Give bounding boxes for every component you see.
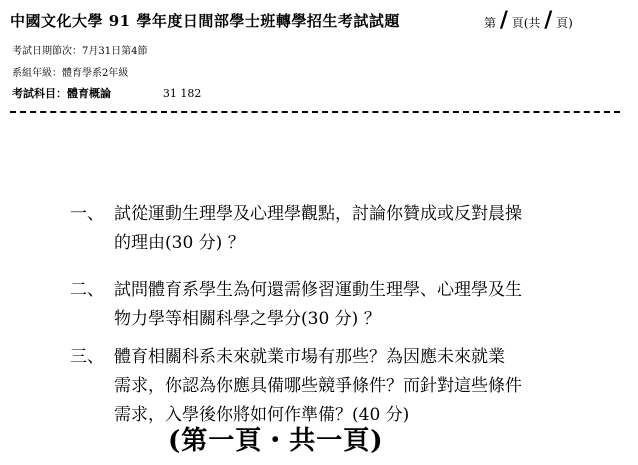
page-footer: (第一頁・共一頁) bbox=[168, 426, 384, 456]
page-indicator-suffix: 頁) bbox=[556, 16, 573, 30]
subject-code: 31 182 bbox=[162, 87, 202, 100]
question-text-line: 物力學等相關科學之學分(30 分) ？ bbox=[114, 309, 381, 329]
question-2 bbox=[70, 276, 522, 334]
page-total: / bbox=[544, 8, 553, 33]
header-divider bbox=[10, 111, 620, 113]
subject-label: 考試科目：體育概論 bbox=[12, 87, 111, 100]
question-number: 一、 bbox=[70, 204, 104, 224]
page-indicator bbox=[484, 8, 573, 33]
question-text-line: 需求，你認為你應具備哪些競爭條件？而針對這些條件 bbox=[114, 376, 522, 396]
exam-title: 中國文化大學 91 學年度日間部學士班轉學招生考試試題 bbox=[10, 12, 400, 30]
question-number: 二、 bbox=[70, 280, 104, 300]
page-indicator-mid: 頁(共 bbox=[511, 16, 541, 30]
question-3 bbox=[70, 343, 522, 430]
question-text-line: 體育相關科系未來就業市場有那些？為因應未來就業 bbox=[114, 347, 505, 367]
department-grade: 系組年級：體育學系2年級 bbox=[12, 68, 129, 79]
exam-subject bbox=[12, 85, 201, 101]
question-number: 三、 bbox=[70, 347, 104, 367]
question-text-line: 需求，入學後你將如何作準備？(40 分) bbox=[114, 405, 410, 425]
question-1 bbox=[70, 200, 522, 258]
exam-time: 考試日期節次：7月31日第4節 bbox=[12, 46, 148, 57]
question-text-line: 試從運動生理學及心理學觀點，討論你贊成或反對晨操 bbox=[114, 204, 522, 224]
page-number: / bbox=[499, 8, 508, 33]
question-text-line: 試問體育系學生為何還需修習運動生理學、心理學及生 bbox=[114, 280, 522, 300]
page-indicator-prefix: 第 bbox=[484, 16, 497, 30]
question-text-line: 的理由(30 分) ？ bbox=[114, 233, 245, 253]
